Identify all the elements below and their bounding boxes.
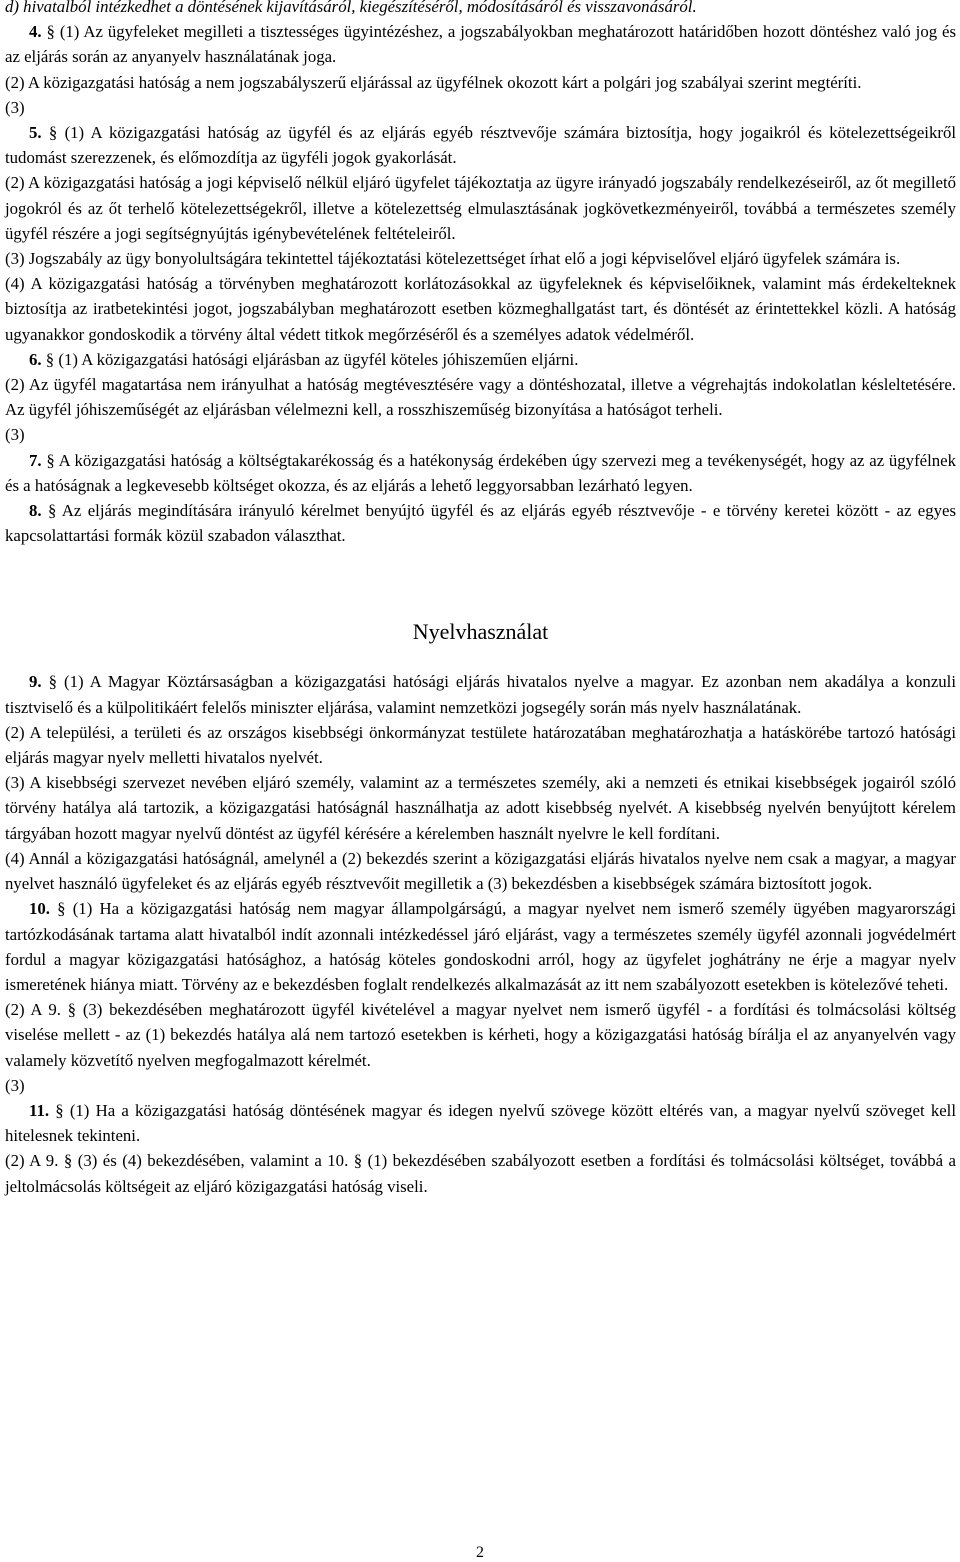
section-sign-icon: § — [48, 672, 57, 692]
section-sign-icon: § — [47, 501, 57, 521]
section-title: Nyelvhasználat — [412, 619, 549, 645]
section-11-1: 11. § (1) Ha a közigazgatási hatóság döntésének magyar és idegen nyelvű szövege között eltérés van, a magyar nyelvű szöveget kell hitelesnek tekinteni. — [5, 1100, 956, 1146]
section-number: 11. — [29, 1100, 50, 1120]
section-number: 5. — [29, 123, 42, 143]
section-sign-icon: § — [55, 1100, 64, 1120]
section-9-4: (4) Annál a közigazgatási hatóságnál, amelynél a (2) bekezdés szerint a közigazgatási eljárás hivatalos nyelve nem csak a magyar, a magyar nyelvet használó ügyfeleket és az eljárás egyéb résztvevőit megilletik a (3) bekezdésben a kisebbségek számára biztosított jogok. — [5, 848, 956, 894]
section-6-2: (2) Az ügyfél magatartása nem irányulhat a hatóság megtévesztésére vagy a döntéshozatal, illetve a végrehajtás indokolatlan késleltetésére. Az ügyfél jóhiszeműségét az eljárásban vélelmezni kell, a rosszhiszeműség bizonyítása a hatóságot terheli. — [5, 375, 956, 420]
section-sign-icon: § — [46, 450, 55, 470]
section-8: 8. § Az eljárás megindítására irányuló kérelmet benyújtó ügyfél és az eljárás egyéb résztvevője - e törvény keretei között - az egyes kapcsolattartási formák közül szabadon választhat. — [5, 501, 956, 546]
section-number: 8. — [29, 501, 42, 521]
section-number: 6. — [29, 349, 42, 369]
section-10-3: (3) — [5, 1075, 25, 1095]
section-9-3: (3) A kisebbségi szervezet nevében eljáró személy, valamint az a természetes személy, aki a nemzeti és etnikai kisebbségek jogairól szóló törvény hatálya alá tartozik, a közigazgatási hatóságnál használhatja az adott kisebbség nyelvét. A kisebbség nyelvén benyújtott kérelem tárgyában hozott magyar nyelvű döntést az ügyfél kérésére a kérelemben használt nyelvre le kell fordítani. — [5, 773, 956, 843]
section-sign-icon: § — [46, 22, 55, 42]
section-9-2: (2) A települési, a területi és az országos kisebbségi önkormányzat testülete határozatában meghatározhatja a hatáskörébe tartozó hatósági eljárás magyar nyelv melletti hivatalos nyelvét. — [5, 722, 956, 768]
section-5-2: (2) A közigazgatási hatóság a jogi képviselő nélkül eljáró ügyfelet tájékoztatja az ügyre irányadó jogszabály rendelkezéseiről, az őt megillető jogokról és az őt terhelő kötelezettségekről, illetve a kötelezettség elmulasztásának jogkövetkezményeiről, továbbá a természetes személy ügyfél részére a jogi segítségnyújtás igénybevételének feltételeiről. — [5, 173, 956, 243]
section-sign-icon: § — [57, 899, 66, 919]
section-4-1: 4. § (1) Az ügyfeleket megilleti a tisztességes ügyintézéshez, a jogszabályokban meghatározott határidőben hozott döntéshez való jog és az eljárás során az anyanyelv használatának joga. — [5, 22, 956, 67]
document-page — [5, 0, 956, 1199]
section-9-1: 9. § (1) A Magyar Köztársaságban a közigazgatási hatósági eljárás hivatalos nyelve a magyar. Ez azonban nem akadálya a konzuli tisztviselő és a külpolitikáért felelős miniszter eljárása, valamint nemzetközi jogsegély során más nyelv használatának. — [5, 672, 956, 717]
section-4-2: (2) A közigazgatási hatóság a nem jogszabályszerű eljárással az ügyfélnek okozott kárt a polgári jog szabályai szerint megtéríti. — [5, 72, 862, 92]
section-number: 10. — [29, 899, 50, 919]
section-10-2: (2) A 9. § (3) bekezdésében meghatározott ügyfél kivételével a magyar nyelvet nem ismerő ügyfél - a fordítási és tolmácsolási költség viselése mellett - az (1) bekezdés hatálya alá nem tartozó esetekben is kérheti, hogy a közigazgatási hatóság bírálja el az anyanyelvén vagy valamely közvetítő nyelven megfogalmazott kérelmét. — [5, 1000, 956, 1070]
section-4-3: (3) — [5, 97, 25, 117]
page-number: 2 — [476, 1544, 484, 1561]
section-sign-icon: § — [48, 123, 58, 143]
section-11-2: (2) A 9. § (3) és (4) bekezdésében, valamint a 10. § (1) bekezdésében szabályozott esetben a fordítási és tolmácsolási költséget, továbbá a jeltolmácsolás költségeit az eljáró közigazgatási hatóság viseli. — [5, 1151, 956, 1196]
paragraph-d: d) hivatalból intézkedhet a döntésének kijavításáról, kiegészítéséről, módosításáról és visszavonásáról. — [5, 0, 697, 16]
section-number: 9. — [29, 672, 42, 692]
section-10-1: 10. § (1) Ha a közigazgatási hatóság nem magyar állampolgárságú, a magyar nyelvet nem ismerő személy ügyében magyarországi tartózkodásának tartama alatt hivatalból indít azonnali intézkedéssel járó eljárást, vagy a természetes személy ügyfél azonnali jogvédelmért fordul a magyar közigazgatási hatósághoz, a hatóság köteles gondoskodni arról, hogy az ügyfelet joghátrány ne érje a magyar nyelv ismeretének hiánya miatt. Törvény az e bekezdésben foglalt rendelkezés alkalmazását az itt nem szabályozott esetekben is kötelezővé teheti. — [5, 899, 956, 994]
section-6-1: 6. § (1) A közigazgatási hatósági eljárásban az ügyfél köteles jóhiszeműen eljárni. — [29, 349, 579, 369]
section-7: 7. § A közigazgatási hatóság a költségtakarékosság és a hatékonyság érdekében úgy szervezi meg a tevékenységét, hogy az az ügyfélnek és a hatóságnak a legkevesebb költséget okozza, és az eljárás a lehető leggyorsabban lezárható legyen. — [5, 450, 956, 495]
section-sign-icon: § — [45, 349, 55, 369]
section-5-3: (3) Jogszabály az ügy bonyolultságára tekintettel tájékoztatási kötelezettséget írhat elő a jogi képviselővel eljáró ügyfelek számára is. — [5, 249, 901, 269]
section-6-3: (3) — [5, 425, 25, 445]
section-number: 7. — [29, 450, 42, 470]
section-number: 4. — [29, 22, 42, 42]
section-5-1: 5. § (1) A közigazgatási hatóság az ügyfél és az eljárás egyéb résztvevője számára biztosítja, hogy jogaikról és kötelezettségeikről tudomást szerezzenek, és előmozdítja az ügyféli jogok gyakorlását. — [5, 123, 957, 168]
section-5-4: (4) A közigazgatási hatóság a törvényben meghatározott korlátozásokkal az ügyfeleknek és képviselőiknek, valamint más érdekelteknek biztosítja az iratbetekintési jogot, jogszabályban meghatározott esetben közmeghallgatást tart, és döntését az érintettekkel közli. A hatóság ugyanakkor gondoskodik a törvény által védett titkok megőrzéséről és a személyes adatok védelméről. — [5, 274, 956, 344]
